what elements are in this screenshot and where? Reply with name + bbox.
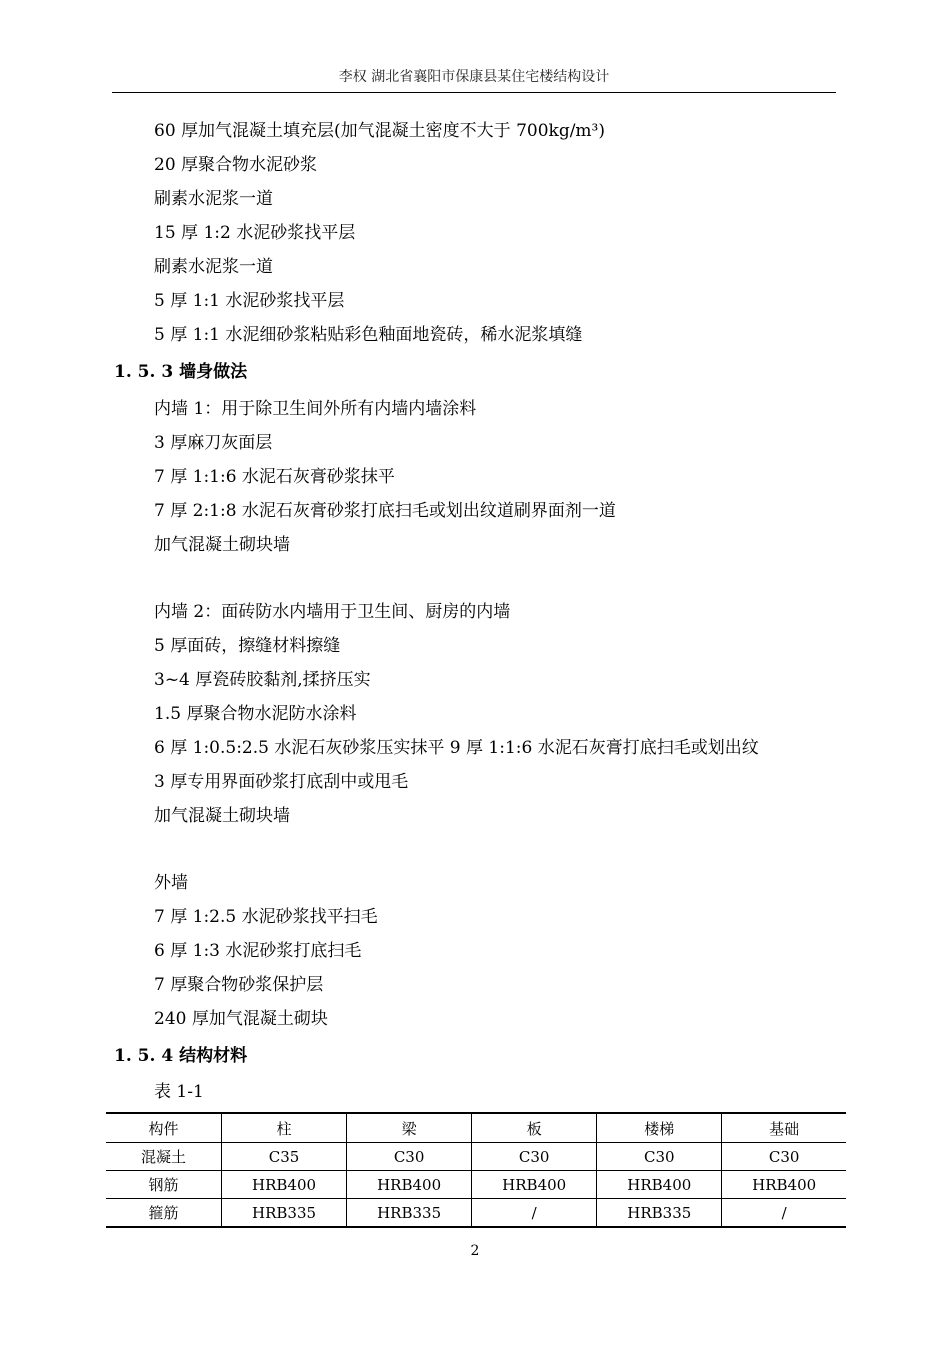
table-cell: / — [472, 1199, 597, 1228]
outer-wall-line: 6 厚 1:3 水泥砂浆打底扫毛 — [154, 941, 362, 961]
inner-wall-1-line: 加气混凝土砌块墙 — [154, 535, 290, 555]
running-header: 李权 湖北省襄阳市保康县某住宅楼结构设计 — [338, 69, 610, 85]
inner-wall-2-line: 3 厚专用界面砂浆打底刮中或甩毛 — [154, 772, 409, 792]
floor-layer-line: 20 厚聚合物水泥砂浆 — [154, 155, 318, 175]
table-cell: HRB335 — [597, 1199, 722, 1228]
inner-wall-1-line: 内墙 1：用于除卫生间外所有内墙内墙涂料 — [154, 399, 477, 419]
table-cell: HRB400 — [722, 1171, 846, 1199]
inner-wall-2-line: 1.5 厚聚合物水泥防水涂料 — [154, 704, 357, 724]
floor-layer-line: 15 厚 1:2 水泥砂浆找平层 — [154, 223, 356, 243]
table-cell: C30 — [472, 1143, 597, 1171]
inner-wall-2-line: 3~4 厚瓷砖胶黏剂,揉挤压实 — [154, 670, 371, 690]
section-heading-wall: 1. 5. 3 墙身做法 — [114, 362, 248, 382]
table-cell: C30 — [722, 1143, 846, 1171]
outer-wall-line: 7 厚聚合物砂浆保护层 — [154, 975, 324, 995]
floor-layer-line: 5 厚 1:1 水泥细砂浆粘贴彩色釉面地瓷砖，稀水泥浆填缝 — [154, 325, 583, 345]
table-cell: HRB335 — [222, 1199, 347, 1228]
table-cell: HRB400 — [472, 1171, 597, 1199]
table-cell: HRB335 — [347, 1199, 472, 1228]
inner-wall-2-line: 5 厚面砖，擦缝材料擦缝 — [154, 636, 341, 656]
outer-wall-line: 外墙 — [154, 873, 188, 893]
table-cell: HRB400 — [347, 1171, 472, 1199]
table-header-cell: 构件 — [106, 1113, 222, 1143]
table-header-row — [106, 1113, 846, 1143]
table-header-cell: 柱 — [222, 1113, 347, 1143]
table-header-cell: 楼梯 — [597, 1113, 722, 1143]
table-cell: C30 — [597, 1143, 722, 1171]
table-cell: HRB400 — [597, 1171, 722, 1199]
inner-wall-1-line: 7 厚 1:1:6 水泥石灰膏砂浆抹平 — [154, 467, 395, 487]
inner-wall-2-line: 加气混凝土砌块墙 — [154, 806, 290, 826]
inner-wall-2-line: 6 厚 1:0.5:2.5 水泥石灰砂浆压实抹平 9 厚 1:1:6 水泥石灰膏打底扫毛或划出纹 — [154, 738, 759, 758]
table-cell: 混凝土 — [106, 1143, 222, 1171]
table-caption: 表 1-1 — [154, 1082, 204, 1102]
table-row — [106, 1199, 846, 1228]
table-cell: HRB400 — [222, 1171, 347, 1199]
table-row — [106, 1143, 846, 1171]
outer-wall-line: 240 厚加气混凝土砌块 — [154, 1009, 328, 1029]
floor-layer-line: 60 厚加气混凝土填充层(加气混凝土密度不大于 700kg/m³) — [154, 121, 605, 141]
table-header-cell: 梁 — [347, 1113, 472, 1143]
inner-wall-1-line: 7 厚 2:1:8 水泥石灰膏砂浆打底扫毛或划出纹道刷界面剂一道 — [154, 501, 616, 521]
section-heading-materials: 1. 5. 4 结构材料 — [114, 1046, 248, 1066]
inner-wall-1-line: 3 厚麻刀灰面层 — [154, 433, 273, 453]
inner-wall-2-line: 内墙 2：面砖防水内墙用于卫生间、厨房的内墙 — [154, 602, 511, 622]
outer-wall-line: 7 厚 1:2.5 水泥砂浆找平扫毛 — [154, 907, 378, 927]
table-row — [106, 1171, 846, 1199]
table-cell: / — [722, 1199, 846, 1228]
header-rule — [112, 92, 836, 93]
table-header-cell: 板 — [472, 1113, 597, 1143]
floor-layer-line: 刷素水泥浆一道 — [154, 189, 273, 209]
table-cell: C35 — [222, 1143, 347, 1171]
floor-layer-line: 5 厚 1:1 水泥砂浆找平层 — [154, 291, 345, 311]
table-cell: 箍筋 — [106, 1199, 222, 1228]
table-cell: 钢筋 — [106, 1171, 222, 1199]
table-header-cell: 基础 — [722, 1113, 846, 1143]
materials-table — [106, 1112, 846, 1228]
floor-layer-line: 刷素水泥浆一道 — [154, 257, 273, 277]
table-cell: C30 — [347, 1143, 472, 1171]
page-number: 2 — [470, 1243, 480, 1259]
